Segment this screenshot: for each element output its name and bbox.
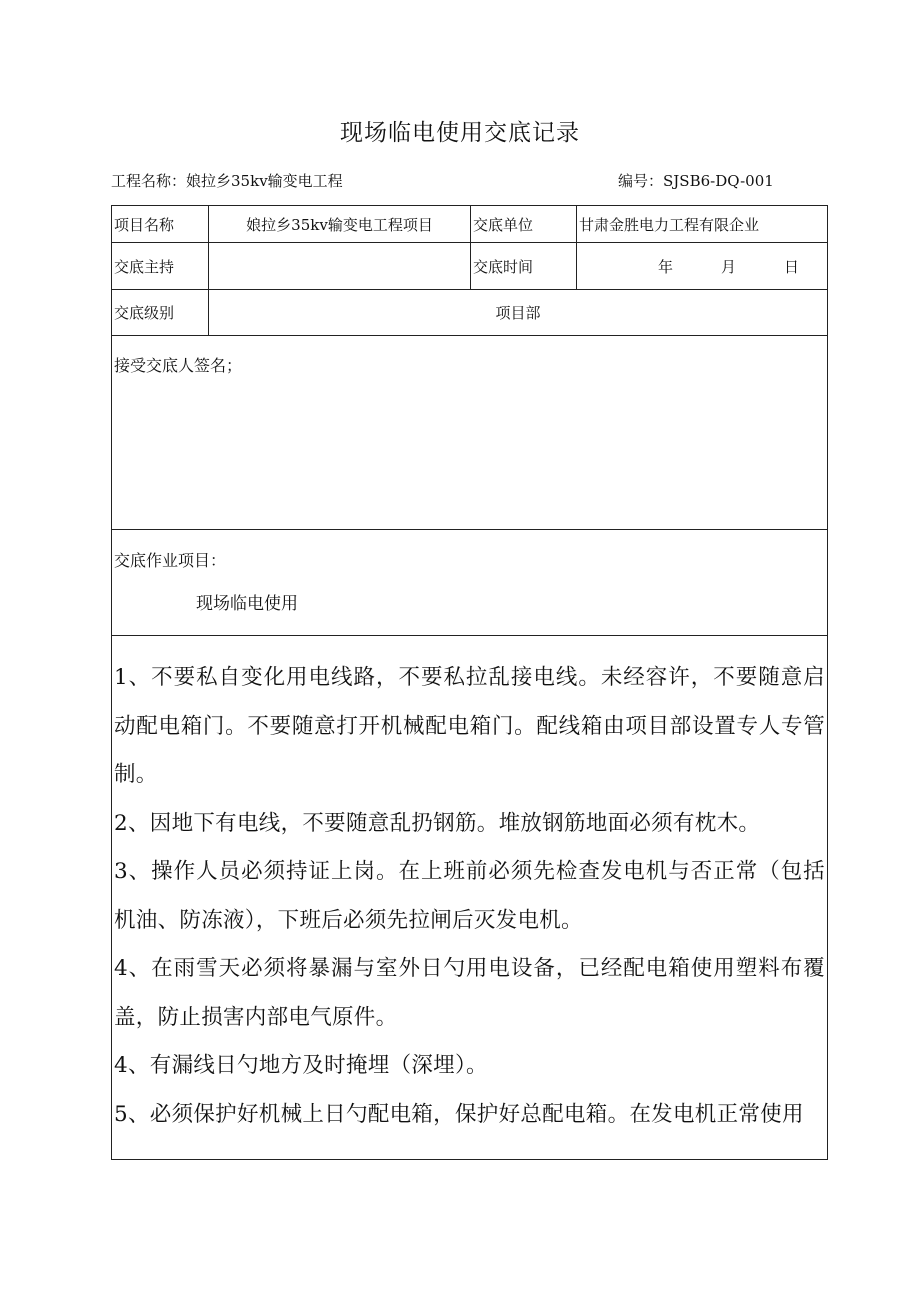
year-label: 年 <box>657 257 673 276</box>
signature-area[interactable] <box>112 336 828 530</box>
handover-time-label: 交底时间 <box>471 243 577 290</box>
handover-level-value: 项目部 <box>209 290 828 336</box>
work-item-value: 现场临电使用 <box>196 594 298 614</box>
signature-label: 接受交底人签名； <box>114 356 243 375</box>
handover-time-value[interactable] <box>577 243 828 290</box>
month-label: 月 <box>720 257 736 276</box>
rule-item: 1、不要私自变化用电线路，不要私拉乱接电线。未经容许，不要随意启动配电箱门。不要随意打开机械配电箱门。配线箱由项目部设置专人专管制。 <box>114 665 825 787</box>
rule-item: 4、在雨雪天必须将暴漏与室外日勺用电设备，已经配电箱使用塑料布覆盖，防止损害内部电气原件。 <box>114 956 825 1030</box>
rules-area <box>112 636 828 1160</box>
project-name-value: 娘拉乡35kv输变电工程 <box>186 172 343 190</box>
document-number-line <box>618 172 774 191</box>
rule-item: 3、操作人员必须持证上岗。在上班前必须先检查发电机与否正常（包括机油、防冻液），下班后必须先拉闸后灭发电机。 <box>114 859 825 933</box>
rules-list <box>112 636 827 1159</box>
handover-host-value[interactable] <box>209 243 471 290</box>
work-item-label: 交底作业项目： <box>114 551 227 570</box>
table-row-host <box>112 243 828 290</box>
project-name-line <box>111 172 371 191</box>
document-number-value: SJSB6-DQ-001 <box>663 172 774 190</box>
handover-record-table <box>111 205 828 1160</box>
handover-level-label: 交底级别 <box>112 290 209 336</box>
table-row-rules <box>112 636 828 1160</box>
work-item-area <box>112 530 828 636</box>
handover-unit-value: 甘肃金胜电力工程有限企业 <box>577 206 828 243</box>
project-name-cell-label: 项目名称 <box>112 206 209 243</box>
handover-unit-label: 交底单位 <box>471 206 577 243</box>
handover-host-label: 交底主持 <box>112 243 209 290</box>
page-title: 现场临电使用交底记录 <box>340 120 580 146</box>
table-row-project <box>112 206 828 243</box>
table-row-work <box>112 530 828 636</box>
table-row-level <box>112 290 828 336</box>
document-number-label: 编号： <box>618 172 664 190</box>
project-name-label: 工程名称： <box>111 172 187 190</box>
rule-item: 5、必须保护好机械上日勺配电箱，保护好总配电箱。在发电机正常使用 <box>114 1101 804 1127</box>
project-name-cell-value: 娘拉乡35kv输变电工程项目 <box>209 206 471 243</box>
rule-item: 4、有漏线日勺地方及时掩埋（深埋）。 <box>114 1053 488 1078</box>
table-row-signature <box>112 336 828 530</box>
rule-item: 2、因地下有电线，不要随意乱扔钢筋。堆放钢筋地面必须有枕木。 <box>114 810 761 836</box>
day-label: 日 <box>783 257 799 276</box>
